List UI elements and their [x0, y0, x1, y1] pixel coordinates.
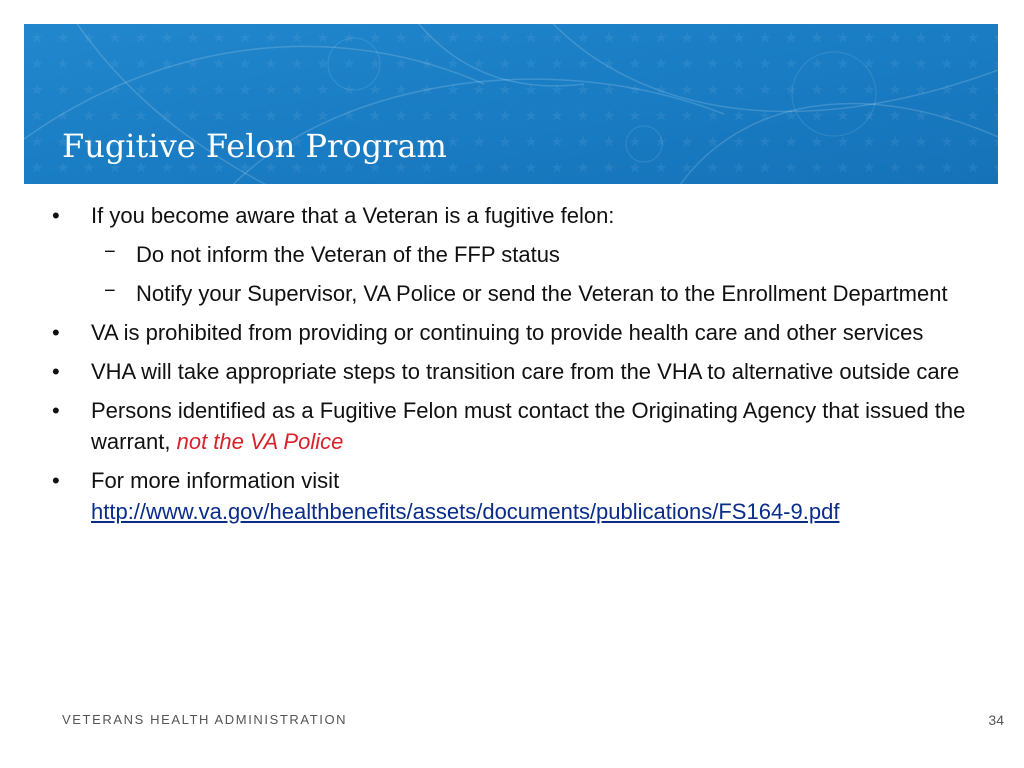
bullet-text: Persons identified as a Fugitive Felon must contact the Originating Agency that issued the warrant,	[91, 398, 966, 454]
bullet-text: VA is prohibited from providing or continuing to provide health care and other services	[91, 320, 924, 345]
slide-title: Fugitive Felon Program	[62, 127, 447, 165]
info-link[interactable]: http://www.va.gov/healthbenefits/assets/documents/publications/FS164-9.pdf	[91, 499, 840, 524]
bullet-marker: •	[52, 359, 60, 384]
bullet-text: For more information visit	[91, 468, 340, 493]
title-banner	[24, 24, 998, 184]
bullet-item	[52, 465, 972, 527]
emphasis-text: not the VA Police	[176, 429, 344, 454]
sub-bullet-item	[52, 239, 972, 270]
sub-bullet-item	[52, 278, 972, 309]
bullet-text: If you become aware that a Veteran is a fugitive felon:	[91, 203, 615, 228]
bullet-text: VHA will take appropriate steps to transition care from the VHA to alternative outside care	[91, 359, 960, 384]
sub-bullet-text: Do not inform the Veteran of the FFP status	[136, 242, 560, 267]
footer-organization: VETERANS HEALTH ADMINISTRATION	[62, 712, 348, 727]
page-number: 34	[988, 712, 1004, 728]
bullet-list	[52, 200, 972, 535]
sub-bullet-marker: −	[104, 241, 116, 263]
sub-bullet-text: Notify your Supervisor, VA Police or send the Veteran to the Enrollment Department	[136, 281, 948, 306]
bullet-marker: •	[52, 203, 60, 228]
bullet-marker: •	[52, 320, 60, 345]
bullet-marker: •	[52, 398, 60, 423]
bullet-item	[52, 356, 972, 387]
sub-bullet-marker: −	[104, 280, 116, 302]
bullet-item	[52, 317, 972, 348]
bullet-item	[52, 200, 972, 231]
bullet-marker: •	[52, 468, 60, 493]
bullet-item	[52, 395, 972, 457]
